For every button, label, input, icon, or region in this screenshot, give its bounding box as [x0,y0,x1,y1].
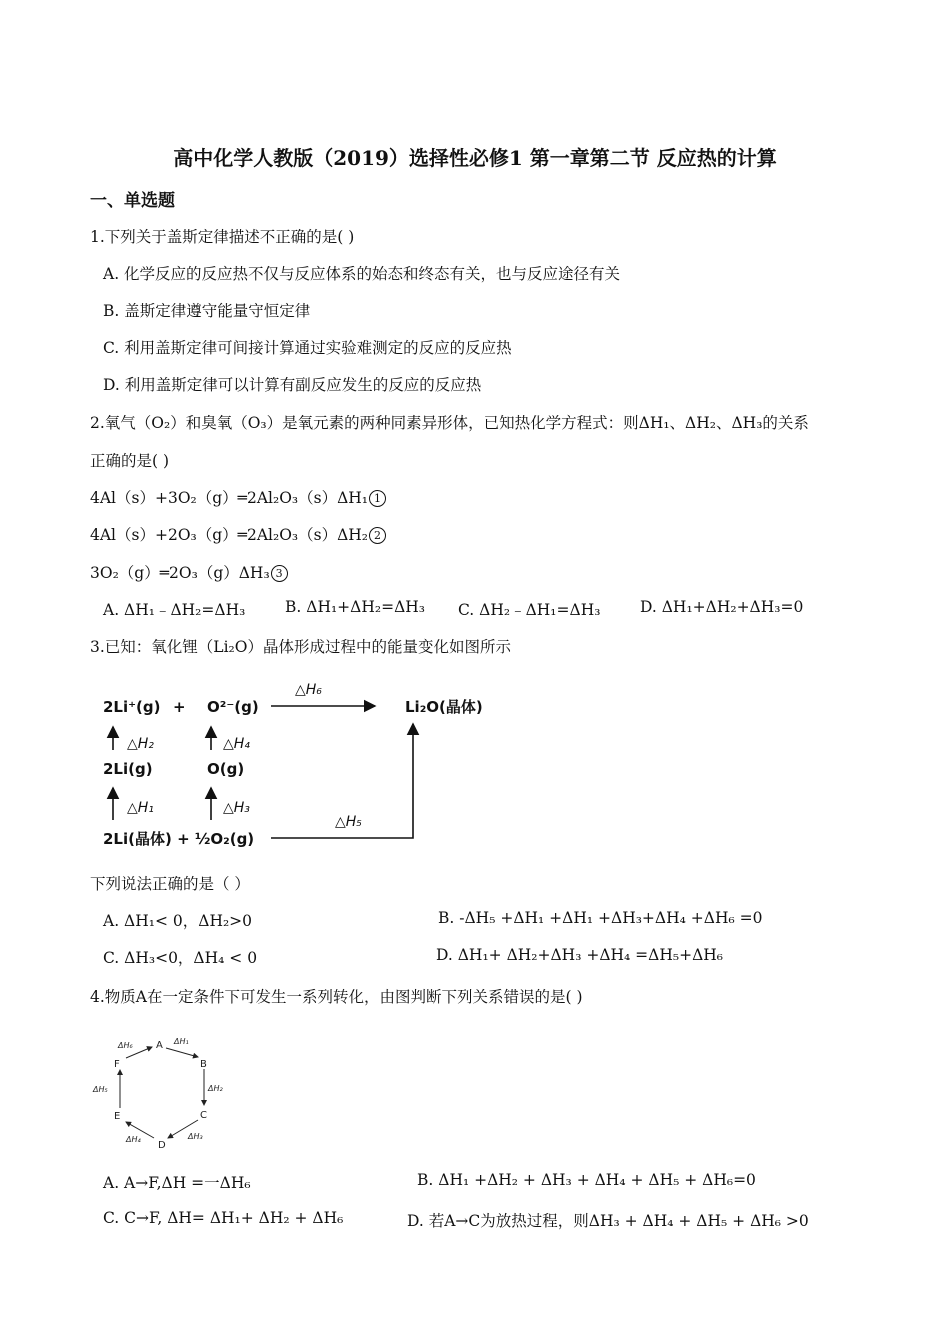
dh5-label: △H₅ [335,814,362,830]
dh6-label: △H₆ [295,682,322,698]
q2-stem-line2: 正确的是( ) [90,452,170,470]
q2-option-a: A. ΔH₁﹣ΔH₂=ΔH₃ [103,601,246,619]
q1-option-d: D. 利用盖斯定律可以计算有副反应发生的反应的反应热 [103,376,482,394]
dh4-label: △H₄ [223,736,250,752]
hex-dh2-label: ΔH₂ [208,1084,223,1093]
q4-option-c: C. C→F, ΔH= ΔH₁+ ΔH₂ + ΔH₆ [103,1209,344,1227]
q1-stem: 1.下列关于盖斯定律描述不正确的是( ) [90,228,355,246]
page-title: 高中化学人教版（2019）选择性必修1 第一章第二节 反应热的计算 [173,146,777,170]
li2o-energy-cycle-diagram [95,672,495,854]
q2-equation-1 [90,486,386,508]
q2-option-d: D. ΔH₁+ΔH₂+ΔH₃=0 [640,598,804,616]
node-b: B [200,1059,207,1070]
node-e: E [114,1111,121,1122]
plus-sign: + [173,698,186,716]
q3-option-c: C. ΔH₃<0，ΔH₄ < 0 [103,949,258,967]
a-to-b-arrow [166,1048,198,1057]
node-d: D [158,1140,166,1151]
hexagon-cycle-diagram [88,1028,238,1152]
q1-option-a: A. 化学反应的反应热不仅与反应体系的始态和终态有关，也与反应途径有关 [103,265,621,283]
li-ion-label: 2Li⁺(g) [103,698,161,716]
hex-dh6-label: ΔH₆ [118,1041,133,1050]
q4-option-b: B. ΔH₁ +ΔH₂ + ΔH₃ + ΔH₄ + ΔH₅ + ΔH₆=0 [417,1171,756,1189]
q2-stem-line1: 2.氧气（O₂）和臭氧（O₃）是氧元素的两种同素异形体，已知热化学方程式：则ΔH₁、ΔH₂、ΔH₃的关系 [90,414,809,432]
q1-option-c: C. 利用盖斯定律可间接计算通过实验难测定的反应的反应热 [103,339,512,357]
q4-option-d: D. 若A→C为放热过程，则ΔH₃ + ΔH₄ + ΔH₅ + ΔH₆ >0 [407,1212,809,1230]
li-gas-label: 2Li(g) [103,760,153,778]
node-a: A [156,1040,163,1051]
node-f: F [114,1059,120,1070]
q2-option-c: C. ΔH₂﹣ΔH₁=ΔH₃ [458,601,601,619]
dh3-label: △H₃ [223,800,250,816]
hex-dh4-label: ΔH₄ [126,1135,141,1144]
q1-option-b: B. 盖斯定律遵守能量守恒定律 [103,302,311,320]
hex-dh1-label: ΔH₁ [174,1037,189,1046]
dh2-label: △H₂ [127,736,154,752]
oxide-ion-label: O²⁻(g) [207,698,259,716]
q2-equation-3 [90,561,288,583]
eq3-number: 3 [271,565,288,582]
eq2-text: 4Al（s）+2O₃（g）═2Al₂O₃（s）ΔH₂ [90,526,369,544]
q4-option-a: A. A→F,ΔH =一ΔH₆ [103,1174,251,1192]
q3-option-b: B. -ΔH₅ +ΔH₁ +ΔH₁ +ΔH₃+ΔH₄ +ΔH₆ =0 [438,909,763,927]
eq3-text: 3O₂（g）═2O₃（g）ΔH₃ [90,564,270,582]
q2-equation-2 [90,523,386,545]
q3-option-d: D. ΔH₁+ ΔH₂+ΔH₃ +ΔH₄ =ΔH₅+ΔH₆ [436,946,723,964]
q3-stem: 3.已知：氧化锂（Li₂O）晶体形成过程中的能量变化如图所示 [90,638,511,656]
q4-stem: 4.物质A在一定条件下可发生一系列转化，由图判断下列关系错误的是( ) [90,988,583,1006]
eq1-text: 4Al（s）+3O₂（g）═2Al₂O₃（s）ΔH₁ [90,489,369,507]
q3-option-a: A. ΔH₁< 0，ΔH₂>0 [103,912,253,930]
hex-dh5-label: ΔH₅ [93,1085,108,1094]
section-heading: 一、单选题 [90,191,175,211]
dh1-label: △H₁ [127,800,154,816]
hex-dh3-label: ΔH₃ [188,1132,203,1141]
node-c: C [200,1110,207,1121]
o-gas-label: O(g) [207,760,245,778]
eq2-number: 2 [369,527,386,544]
reactants-label: 2Li(晶体) + ½O₂(g) [103,830,255,848]
li2o-product-label: Li₂O(晶体) [405,698,483,716]
eq1-number: 1 [369,490,386,507]
q3-prompt: 下列说法正确的是（ ） [90,875,250,893]
q2-option-b: B. ΔH₁+ΔH₂=ΔH₃ [285,598,425,616]
